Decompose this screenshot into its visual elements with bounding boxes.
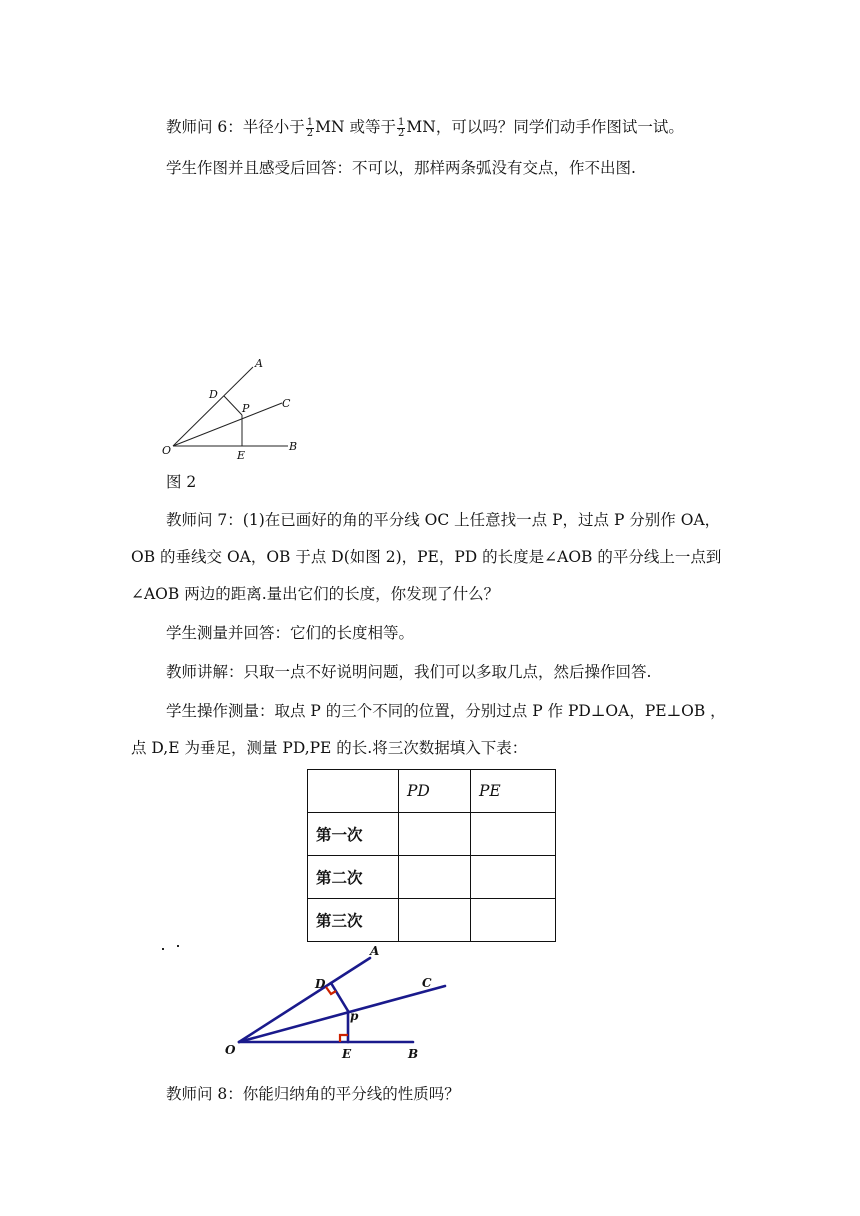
table-cell bbox=[471, 813, 556, 856]
teacher-explain: 教师讲解：只取一点不好说明问题，我们可以多取几点，然后操作回答. bbox=[166, 663, 652, 681]
fraction-half: $\frac{1}{2}$ bbox=[398, 116, 405, 139]
table-cell bbox=[308, 770, 399, 813]
table-cell bbox=[399, 856, 471, 899]
question-6: 教师问 6：半径小于 $\frac{1}{2}$ MN 或等于 $\frac{1}{2}$ MN，可以吗？同学们动手作图试一试。 bbox=[166, 116, 684, 139]
label-E: E bbox=[342, 1047, 352, 1061]
table-header-pd: PD bbox=[399, 770, 471, 813]
question-7-line-2: OB 的垂线交 OA，OB 于点 D(如图 2)，PE，PD 的长度是∠AOB 的平分线上一点到 bbox=[131, 548, 722, 566]
table-row bbox=[308, 899, 556, 942]
question-7-line-1: 教师问 7：(1)在已画好的角的平分线 OC 上任意找一点 P，过点 P 分别作 OA， bbox=[166, 511, 721, 529]
figure-angle-bisector-1 bbox=[150, 350, 320, 465]
label-E: E bbox=[237, 449, 246, 462]
figure-angle-bisector-2 bbox=[160, 940, 460, 1065]
table-row-label: 第一次 bbox=[308, 813, 399, 856]
table-row-label: 第二次 bbox=[308, 856, 399, 899]
label-B: B bbox=[289, 440, 298, 453]
answer-6: 学生作图并且感受后回答：不可以，那样两条弧没有交点，作不出图. bbox=[166, 159, 636, 177]
table-header-pe: PE bbox=[471, 770, 556, 813]
student-operation-line-1: 学生操作测量：取点 P 的三个不同的位置，分别过点 P 作 PD⊥OA，PE⊥OB ， bbox=[166, 702, 726, 720]
answer-7: 学生测量并回答：它们的长度相等。 bbox=[166, 624, 415, 642]
label-P: P bbox=[242, 402, 250, 415]
table-row-label: 第三次 bbox=[308, 899, 399, 942]
question-8: 教师问 8：你能归纳角的平分线的性质吗？ bbox=[166, 1085, 460, 1103]
label-D: D bbox=[209, 388, 218, 401]
table-cell bbox=[471, 856, 556, 899]
figure-caption: 图 2 bbox=[166, 473, 197, 491]
label-A: A bbox=[370, 944, 380, 958]
table-cell bbox=[399, 813, 471, 856]
label-D: D bbox=[315, 977, 326, 991]
measurement-table bbox=[307, 769, 556, 942]
label-B: B bbox=[408, 1047, 419, 1061]
table-row bbox=[308, 813, 556, 856]
label-C: C bbox=[282, 397, 291, 410]
label-O: O bbox=[225, 1043, 236, 1057]
label-O: O bbox=[162, 444, 172, 457]
student-operation-line-2: 点 D,E 为垂足，测量 PD,PE 的长.将三次数据填入下表： bbox=[131, 739, 528, 757]
label-C: C bbox=[422, 976, 432, 990]
fraction-half: $\frac{1}{2}$ bbox=[306, 116, 314, 139]
label-P: p bbox=[350, 1009, 359, 1023]
table-cell bbox=[399, 899, 471, 942]
table-header-row bbox=[308, 770, 556, 813]
question-7-line-3: ∠AOB 两边的距离.量出它们的长度，你发现了什么？ bbox=[131, 585, 500, 603]
table-row bbox=[308, 856, 556, 899]
label-A: A bbox=[255, 357, 263, 370]
table-cell bbox=[471, 899, 556, 942]
